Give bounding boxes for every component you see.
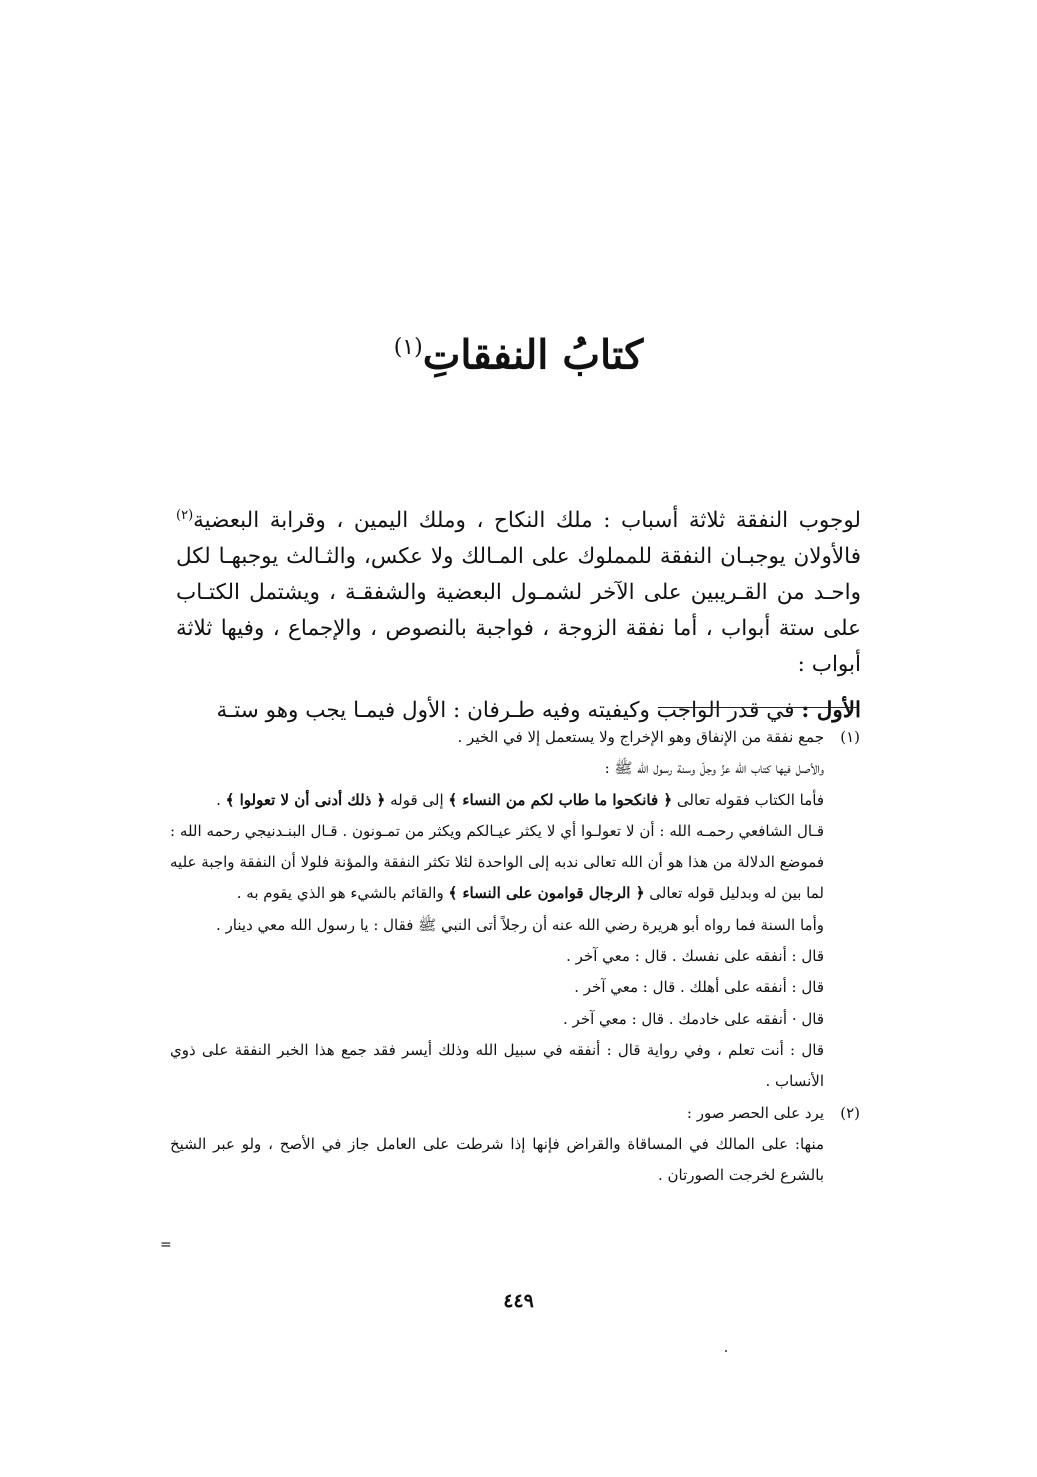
- chapter-title-text: كتابُ النفقاتِ: [422, 331, 644, 379]
- footnote-1-verse-line: [170, 785, 824, 816]
- footnote-2-body: [170, 1098, 824, 1192]
- quran-verse-3: ﴿ الرجال قوامون على النساء ﴾: [448, 884, 645, 903]
- footnote-1-line-1: جمع نفقة من الإنفاق وهو الإخراج ولا يستعمل إلا في الخير .: [457, 728, 824, 746]
- quran-verse-1: ﴿ فانكحوا ما طاب لكم من النساء ﴾: [448, 790, 673, 809]
- verse-end: .: [216, 790, 226, 809]
- shafii-end: والقائم بالشيء هو الذي يقوم به .: [236, 884, 449, 903]
- quran-verse-2: ﴿ ذلك أدنى أن لا تعولوا ﴾: [225, 790, 386, 809]
- dialogue-line-2: قال : أنفقه على أهلك . قال : معي آخر .: [574, 978, 824, 997]
- shafii-text: قـال الشافعي رحمـه الله : أن لا تعولـوا أي لا يكثر عيـالكم ويكثر من تمـونون . قـال البنـدنيجي رحمه الله : فموضع الدلالة من هذا هو أن الله تعالى ندبه إلى الواحدة لئلا تكثر النفقة والمؤنة فلولا أن النفقة واجبة عليه لما بين له وبدليل قوله تعالى: [170, 821, 824, 903]
- page-number: ٤٤٩: [503, 1290, 534, 1312]
- footnote-1-closing: قال : أنت تعلم ، وفي رواية قال : أنفقه في سبيل الله وذلك أيسر فقد جمع هذا الخبر النفقة على ذوي الأنساب .: [170, 1040, 824, 1091]
- dialogue-line-1: قال : أنفقه على نفسك . قال : معي آخر .: [566, 947, 824, 966]
- main-text: [176, 498, 861, 729]
- chapter-title: [0, 318, 1037, 385]
- footnote-divider: [658, 707, 858, 708]
- footnotes: [170, 722, 860, 1191]
- footnote-1-sunnah: وأما السنة فما رواه أبو هريرة رضي الله عنه أن رجلاً أتى النبي ﷺ فقال : يا رسول الله معي دينار .: [216, 915, 824, 934]
- footnote-1-line-2: والأصل فيها كتاب الله عزَّ وجلّ وسنة رسول الله ﷺ :: [604, 759, 824, 778]
- footnote-2: [170, 1098, 860, 1192]
- section-first-label: الأول :: [801, 698, 861, 724]
- footnote-1-number: (١): [840, 728, 860, 746]
- verse-mid: إلى قوله: [385, 790, 449, 809]
- footnote-2-line-1: يرد على الحصر صور :: [686, 1103, 824, 1122]
- intro-text-start: لوجوب النفقة ثلاثة أسباب : ملك النكاح ، وملك اليمين ، وقرابة البعضية: [193, 508, 861, 534]
- footnote-2-number: (٢): [840, 1103, 860, 1122]
- margin-mark: =: [160, 1237, 172, 1253]
- footnote-1-shafii: [170, 816, 824, 910]
- section-first-text: في قدر الواجب وكيفيته وفيه طـرفان : الأول فيمـا يجب وهو ستـة: [216, 698, 802, 724]
- stray-dot: [725, 1350, 727, 1352]
- footnote-ref-1[interactable]: (١): [393, 335, 423, 360]
- verse-intro: فأما الكتاب فقوله تعالى: [672, 790, 824, 809]
- footnote-2-line-2: منها: على المالك في المساقاة والقراض فإنها إذا شرطت على العامل جاز في الأصح ، ولو عبر الشيخ بالشرع لخرجت الصورتان .: [170, 1134, 825, 1185]
- dialogue-line-3: قال · أنفقه على خادمك . قال : معي آخر .: [563, 1009, 824, 1028]
- intro-paragraph: [176, 498, 861, 683]
- footnote-1-body: [170, 722, 824, 1098]
- footnote-1: [170, 722, 860, 1098]
- footnote-ref-2[interactable]: (٢): [176, 508, 194, 523]
- intro-text-rest: فالأولان يوجبـان النفقة للمملوك على المـالك ولا عكس، والثـالث يوجبهـا لكل واحـد من القـريبين على الآخر لشمـول البعضية والشفقـة ، ويشتمل الكتـاب على ستة أبواب ، أما نفقة الزوجة ، فواجبة بالنصوص ، والإجماع ، وفيها ثلاثة أبواب :: [176, 544, 861, 678]
